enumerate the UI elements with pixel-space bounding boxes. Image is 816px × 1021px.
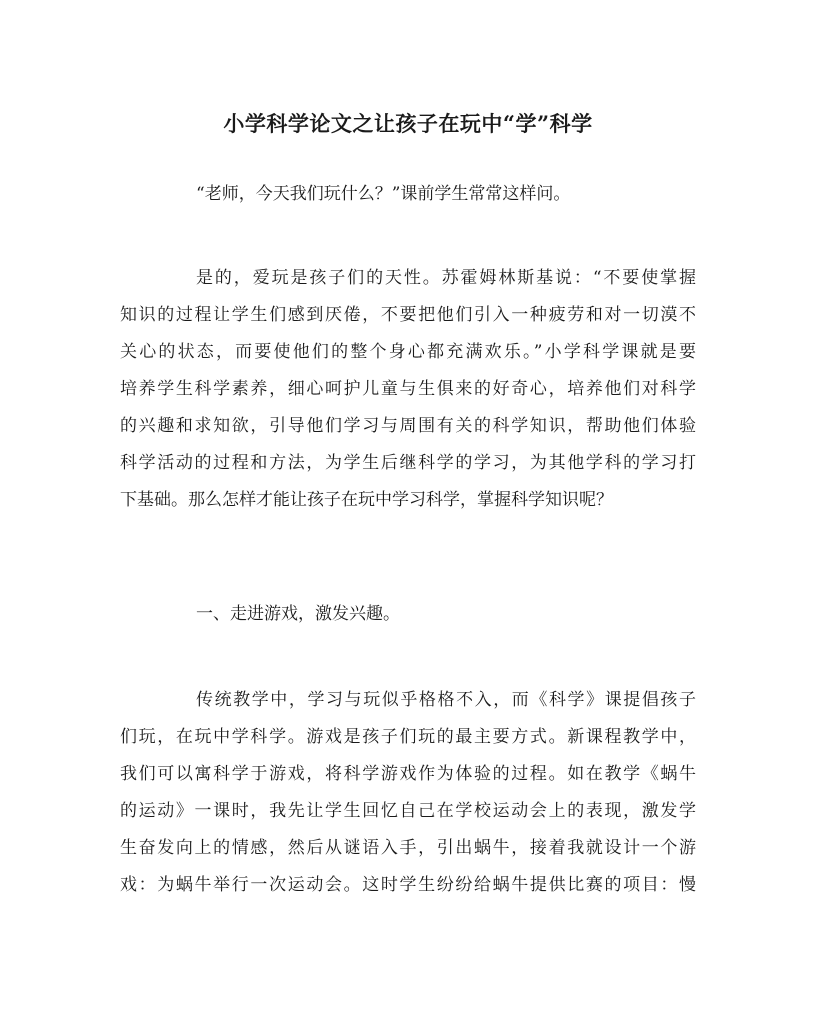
paragraph-line: 我们可以寓科学于游戏，将科学游戏作为体验的过程。如在教学《蜗牛 (120, 764, 696, 784)
paragraph-line: 知识的过程让学生们感到厌倦，不要把他们引入一种疲劳和对一切漠不 (120, 305, 696, 325)
paragraph-line: 是的，爱玩是孩子们的天性。苏霍姆林斯基说：“不要使掌握 (196, 268, 696, 288)
paragraph-line: 的兴趣和求知欲，引导他们学习与周围有关的科学知识，帮助他们体验 (120, 416, 696, 436)
paragraph-line: 的运动》一课时，我先让学生回忆自己在学校运动会上的表现，激发学 (120, 801, 696, 821)
paragraph-line: 关心的状态，而要使他们的整个身心都充满欢乐。”小学科学课就是要 (120, 342, 696, 362)
paragraph-line: 培养学生科学素养，细心呵护儿童与生俱来的好奇心，培养他们对科学 (120, 379, 696, 399)
intro-line: “老师，今天我们玩什么？”课前学生常常这样问。 (196, 184, 571, 204)
paragraph-line: 戏：为蜗牛举行一次运动会。这时学生纷纷给蜗牛提供比赛的项目：慢 (120, 875, 696, 895)
paragraph-line: 生奋发向上的情感，然后从谜语入手，引出蜗牛，接着我就设计一个游 (120, 838, 696, 858)
section-heading: 一、走进游戏，激发兴趣。 (196, 604, 400, 624)
paragraph-line: 们玩，在玩中学科学。游戏是孩子们玩的最主要方式。新课程教学中， (120, 727, 696, 747)
paragraph-line: 传统教学中，学习与玩似乎格格不入，而《科学》课提倡孩子 (196, 690, 696, 710)
document-title: 小学科学论文之让孩子在玩中“学”科学 (223, 111, 593, 136)
paragraph-line: 下基础。那么怎样才能让孩子在玩中学习科学，掌握科学知识呢？ (120, 490, 613, 510)
paragraph-line: 科学活动的过程和方法，为学生后继科学的学习，为其他学科的学习打 (120, 453, 696, 473)
